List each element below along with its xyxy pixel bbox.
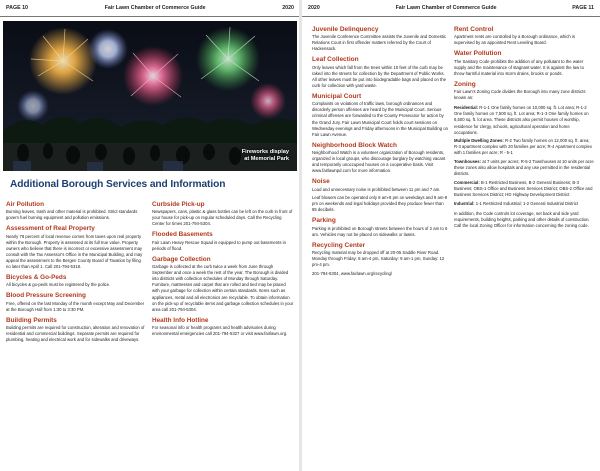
article-heading: Health Info Hotline (152, 316, 209, 324)
zoning-entry-label: Townhouses: (454, 159, 482, 165)
article-text: The Juvenile Conference Committee assists the Juvenile and Domestic Relations Court in first offender matters referred by the Court of Hackensack. (312, 34, 447, 52)
article-heading: Garbage Collection (152, 255, 211, 263)
column-1 (6, 201, 145, 347)
zoning-entry-text: at 7 units per acres; R-5-2 Townhouses at 10 units per acre these zones also allow hospitals and any use permitted in the residential districts. (454, 159, 594, 177)
article-heading: Recycling Center (312, 241, 366, 249)
article (6, 317, 145, 343)
article-text: Burning leaves, trash and other material is prohibited. Strict standards govern fuel burning equipment and pollution emissions. (6, 209, 138, 221)
article-heading: Curbside Pick-up (152, 201, 205, 208)
right-page-number: PAGE 11 (572, 5, 594, 11)
article-text: Newspapers, cans, plastic & glass bottles can be left on the curb in front of your house for pick-up on regular scheduled days. Call the Recycling Center for times 201-794-5304. (152, 209, 293, 227)
column-4-articles (454, 26, 594, 101)
article (454, 26, 594, 46)
article (152, 317, 294, 337)
article-heading: Blood Pressure Screening (6, 292, 86, 300)
zoning-entry-label: Industrial: (454, 200, 475, 206)
zoning-entry-text: R-2 Two family homes on 12,000 sq. ft. area; R-3 apartment complex with 20 families per acre; R-4 Apartment complex with 1 families per acre; R - 5-1 (454, 138, 592, 156)
article-text: For seasonal info or health programs and health advisories during environmental emergencies call 201-794-5327 or visit www.fairlawn.org. (152, 325, 288, 337)
photo-caption (242, 149, 289, 163)
zoning-entry-text: R-1-1 One family homes on 10,000 sq. ft. Lot area; R-1-2 One family homes on 7,500 sq. ft. Lot area; R-1-3 One family homes on 6,500 sq. ft. lot area. These districts also permit houses of worship, residence for clergy, schools, agricultural operation and home occupations. (454, 105, 589, 135)
zoning-entry (454, 201, 594, 207)
article-heading: Juvenile Delinquency (312, 26, 379, 33)
zoning-closing-text: In addition, the Code controls lot coverage, set back and side yard requirements, building heights, parking and other details of construction. Call the local Zoning Officer for information concerning the zoning code. (454, 210, 590, 228)
article-text: Complaints on violations of traffic laws, borough ordinances and disorderly person offenses are heard by the Municipal Court. Serious criminal offenses are forwarded to the County Prosecutor for action by the Grand Jury. Fair Lawn Municipal Court holds court sessions on Wednesday evenings and Friday afternoons in the Municipal Building on Fair Lawn Avenue. (312, 101, 449, 137)
left-publication-title: Fair Lawn Chamber of Commerce Guide (104, 5, 206, 11)
article (454, 50, 594, 76)
article-text: Only leaves which fall from the trees within 10 feet of the curb may be raked into the streets for collection by the Department of Public Works. All other leaves must be put into biodegradable bags and placed on the curb for collection with yard waste. (312, 64, 446, 88)
article (152, 231, 294, 251)
article-heading: Parking (312, 217, 336, 225)
zoning-entry (454, 159, 594, 177)
article (312, 142, 449, 175)
article-text: Free, offered on the last Monday of the month except May and December at the Borough Hall from 1:30 to 3:30 PM. (6, 300, 145, 312)
zoning-entry-label: Residential: (454, 105, 479, 111)
right-running-head (302, 0, 600, 17)
article-text: Garbage is collected at the curb twice a week from June through September and once a week the rest of the year. The Borough is divided into districts with collection schedules of Monday through Saturday. Furniture, mattresses and carpet that are rolled and tied may be placed with your garbage for collection within certain standards. Items such as appliances, metal and all electronics are recyclable. To obtain information on the pick-up of recyclable items and garbage collection schedules in your area call 201-794-5304. (152, 264, 294, 312)
article (312, 93, 449, 138)
article (312, 26, 449, 52)
article (312, 178, 449, 213)
left-year: 2020 (282, 5, 294, 11)
right-publication-title: Fair Lawn Chamber of Commerce Guide (395, 5, 497, 11)
right-year: 2020 (308, 5, 320, 11)
article-heading: Water Pollution (454, 50, 502, 58)
right-page (302, 0, 600, 471)
article (6, 225, 145, 270)
zoning-closing-article (454, 211, 594, 229)
photo-caption-line2: at Memorial Park (244, 156, 289, 162)
zoning-entry-text: B-1 Restricted Business, B-2 General Business; B-3 Business; OBS-1 Office and Business Services District; OBS-2 Office and Business Services District; HD Highway Development District (454, 179, 593, 197)
zoning-entry-text: 1-1 Restricted Industrial; 1-2 General Industrial District (474, 200, 579, 206)
article-text: Leaf blowers can be operated only 8 am-8 pm on weekdays and 9 am-9 pm on weekends and legal holidays provided they produce fewer than 85 decibels. (312, 195, 448, 213)
article-heading: Neighborhood Block Watch (312, 141, 397, 149)
fireworks-photo (3, 21, 297, 171)
left-page-number: PAGE 10 (6, 5, 28, 11)
column-4 (454, 26, 594, 233)
article-text: Building permits are required for construction, alteration and renovation of residential and commercial buildings. Separate permits are required for plumbing, heating and electrical work and for sidewalks and driveways. (6, 325, 145, 343)
article-heading: Flooded Basements (152, 231, 213, 239)
article-text: Recycling material may be dropped off at 20-05 Saddle River Road. Monday through Friday: 8 am-4 pm, Saturday: 9 am-1 pm, Sunday: 12 pm-4 pm. (312, 250, 445, 268)
article-text: The Sanitary Code prohibits the addition of any pollutant to the water supply and the maintenance of stagnant water. It is against the law to throw harmful material into storm drains, brooks or ponds. (454, 58, 584, 76)
article (312, 56, 449, 89)
article-text: Parking is prohibited on Borough streets between the hours of 2 am to 6 am. Vehicles may not be placed on sidewalks or lawns. (312, 225, 448, 237)
left-running-head (0, 0, 300, 17)
article-text: Apartment rents are controlled by a Borough ordinance, which is supervised by an appointed Rent Leveling Board. (454, 34, 575, 46)
article-text: All bicycles & go-peds must be registered by the police. (6, 282, 111, 288)
article-heading: Noise (312, 178, 330, 186)
zoning-entry-label: Commercial: (454, 179, 480, 185)
article-text: Nearly 78 percent of local revenue comes from taxes upon real property within the Borough. Property is assessed at its full true value. Property owners who believe that there is incorrect or excessive assessment may consult with the Tax Assessor's Office in the Municipal Building, and may appeal the assessment to the Bergen County Board of Taxation by filing no later than April 1. Call 201-794-5318. (6, 233, 143, 270)
article-text: Neighborhood Watch is a volunteer organization of Borough residents, organized in local groups, who discourage burglary by watching vacant and temporarily unoccupied houses on a cooperative basis. Visit www.fairlawnpd.com for more information. (312, 150, 446, 174)
article-text: Loud and unnecessary noise is prohibited between 11 pm and 7 am. (312, 186, 441, 192)
article-heading: Municipal Court (312, 93, 362, 101)
article-heading: Rent Control (454, 26, 494, 33)
article-heading: Building Permits (6, 316, 57, 324)
article-heading: Assessment of Real Property (6, 225, 95, 233)
article-heading: Leaf Collection (312, 56, 359, 64)
article-text: 201-794-5304, www.fairlawn.org/recycling/ (312, 270, 393, 276)
article (152, 256, 294, 313)
zoning-entry-label: Multiple Dwelling Zones: (454, 138, 504, 144)
article (454, 81, 594, 101)
article (6, 201, 145, 221)
article-text: Fair Lawn's Zoning Code divides the Borough into many zone districts known as: (454, 89, 586, 101)
zoning-districts (454, 105, 594, 206)
column-3 (312, 26, 449, 281)
zoning-entry (454, 138, 594, 156)
column-2 (152, 201, 294, 341)
article-heading: Bicycles & Go-Peds (6, 274, 67, 282)
article (312, 217, 449, 237)
article (6, 292, 145, 312)
photo-caption-line1: Fireworks display (241, 149, 289, 155)
article-heading: Zoning (454, 80, 476, 88)
article (6, 274, 145, 288)
article-text: Fair Lawn Heavy Rescue Squad is equipped to pump out basements in periods of flood. (152, 239, 286, 251)
article (312, 242, 449, 277)
article (152, 201, 294, 227)
section-title: Additional Borough Services and Information (10, 179, 226, 190)
zoning-entry (454, 105, 594, 135)
zoning-entry (454, 180, 594, 198)
article-heading: Air Pollution (6, 201, 44, 208)
